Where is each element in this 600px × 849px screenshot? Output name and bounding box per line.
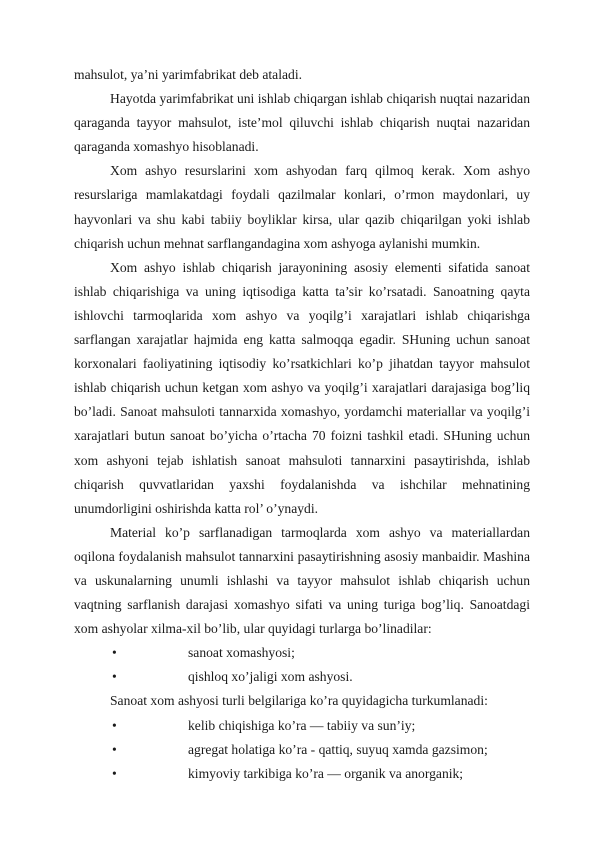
paragraph-continuation: mahsulot, ya’ni yarimfabrikat deb ataladi. [74,67,302,82]
list-item-text: kelib chiqishiga ko’ra — tabiiy va sun’iy; [188,717,416,733]
list-item-text: qishloq xo’jaligi xom ashyosi. [188,669,353,685]
list-item-text: kimyoviy tarkibiga ko’ra — organik va anorganik; [188,765,464,781]
paragraph-yarimfabrikat: Hayotda yarimfabrikat uni ishlab chiqargan ishlab chiqarish nuqtai nazaridan qaraganda tayyor mahsulot, iste’mol qiluvchi ishlab chiqarish nuqtai nazaridan qaraganda xomashyo hisoblanadi. [74,91,530,155]
list-item-text: agregat holatiga ko’ra - qattiq, suyuq xamda gazsimon; [188,741,488,757]
bullet-icon: • [112,717,117,733]
paragraph-economy: Xom ashyo ishlab chiqarish jarayonining asosiy elementi sifatida sanoat ishlab chiqarishiga va uning iqtisodiga katta ta’sir ko’rsatadi. Sanoatning qayta ishlovchi tarmoqlarida xom ashyo va yoqilg’i xarajatlari ishlab chiqarishga sarflangan xarajatlar hajmida eng katta salmoqqa egadir. SHuning uchun sanoat korxonalari faoliyatining iqtisodiy ko’rsatkichlari ko’p jihatdan tayyor mahsulot ishlab chiqarish uchun ketgan xom ashyo va yoqilg’i xarajatlari darajasiga bog’liq bo’ladi. Sanoat mahsuloti tannarxida xomashyo, yordamchi materiallar va yoqilg’i xarajatlari butun sanoat bo’yicha o’rtacha 70 foizni tashkil etadi. SHuning uchun xom ashyoni tejab ishlatish sanoat mahsuloti tannarxini pasaytirishda, ishlab chiqarish quvvatlaridan yaxshi foydalanishda va ishchilar mehnatining unumdorligini oshirishda katta rol’ o’ynaydi. [74,259,530,516]
paragraph-materials: Material ko’p sarflanadigan tarmoqlarda xom ashyo va materiallardan oqilona foydalanish mahsulot tannarxini pasaytirishning asosiy manbaidir. Mashina va uskunalarning unumli ishlashi va tayyor mahsulot ishlab chiqarish uchun vaqtning sarflanish darajasi xomashyo sifati va uning turiga bog’liq. Sanoatdagi xom ashyolar xilma-xil bo’lib, ular quyidagi turlarga bo’linadilar: [74,524,530,637]
paragraph-classification: Sanoat xom ashyosi turli belgilariga ko’ra quyidagicha turkumlanadi: [110,693,488,709]
list-raw-material-types [74,641,530,689]
list-item [74,665,530,689]
bullet-icon: • [112,669,117,685]
list-item-text: sanoat xomashyosi; [188,645,295,661]
bullet-icon: • [112,741,117,757]
document-page [74,63,530,786]
list-item [74,641,530,665]
list-item [74,762,530,786]
paragraph-resources: Xom ashyo resurslarini xom ashyodan farq qilmoq kerak. Xom ashyo resurslariga mamlakatdagi foydali qazilmalar konlari, o’rmon maydonlari, uy hayvonlari va shu kabi tabiiy boyliklar kirsa, ular qazib chiqarilgan yoki ishlab chiqarish uchun mehnat sarflangandagina xom ashyoga aylanishi mumkin. [74,163,530,251]
list-classification [74,714,530,786]
list-item [74,714,530,738]
bullet-icon: • [112,645,117,661]
bullet-icon: • [112,765,117,781]
list-item [74,738,530,762]
